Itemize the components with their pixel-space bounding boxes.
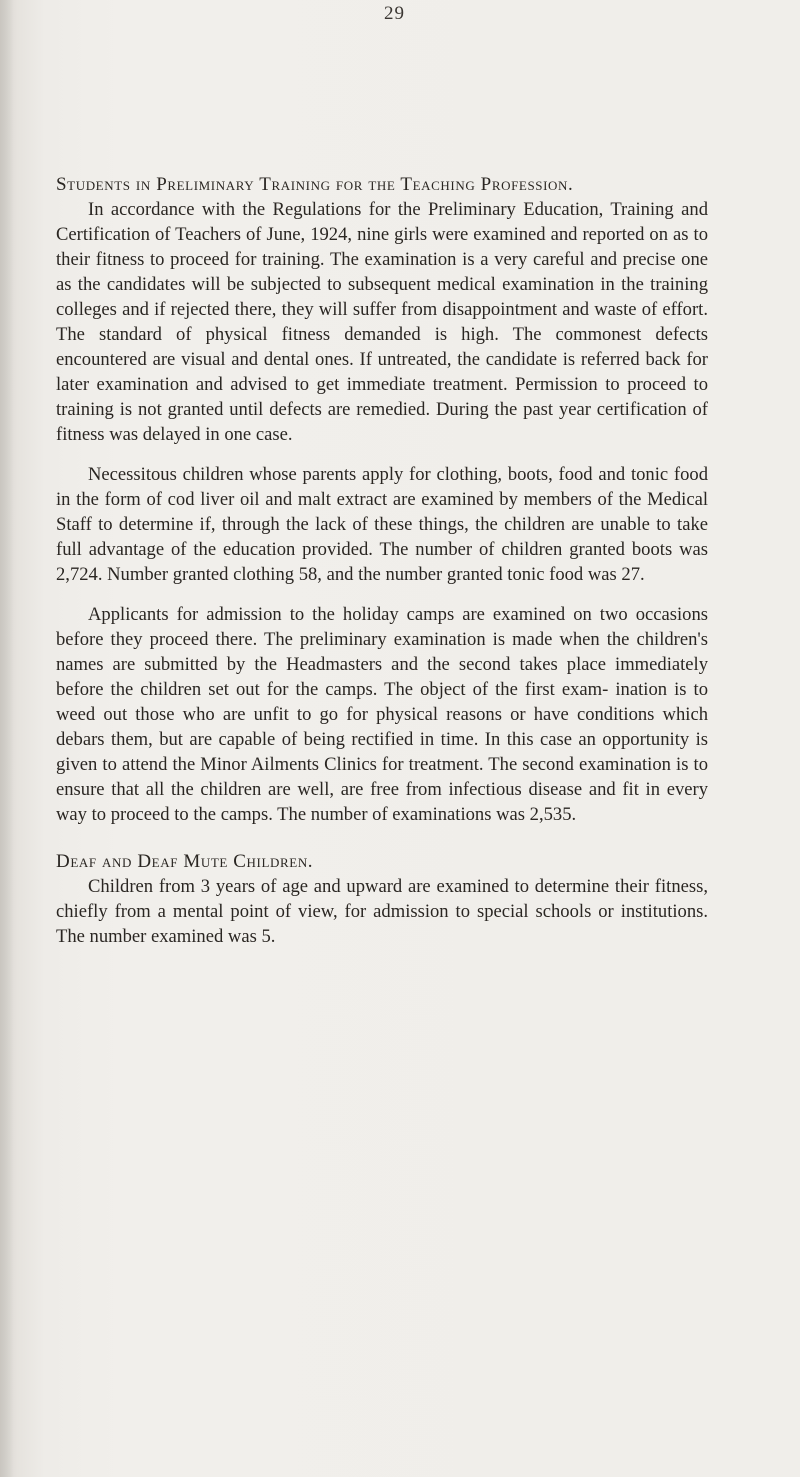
paragraph-holiday-camps: Applicants for admission to the holiday camps are examined on two occasions before they proceed there. The preliminary examination is made when the children's names are submitted by the Headmasters and the second takes place immediately before the children set out for the camps. The object of the first exam- ination is to weed out those who are unfit to go for physical reasons or have conditions which debars them, but are capable of being rectified in time. In this case an opportunity is given to attend the Minor Ailments Clinics for treatment. The second examination is to ensure that all the children are well, are free from infectious disease and fit in every way to proceed to the camps. The number of examinations was 2,535. (56, 604, 708, 825)
paragraph-necessitous-children: Necessitous children whose parents apply for clothing, boots, food and tonic food in the form of cod liver oil and malt extract are examined by members of the Medical Staff to determine if, through the lack of these things, the children are unable to take full advantage of the education provided. The number of children granted boots was 2,724. Number granted clothing 58, and the number granted tonic food was 27. (56, 464, 708, 585)
spine-shadow (0, 0, 14, 1477)
section-heading-deaf-children: Deaf and Deaf Mute Children. (56, 851, 314, 872)
section-heading-preliminary-training: Students in Preliminary Training for the Teaching Profession. (56, 174, 574, 195)
text-body (56, 55, 708, 949)
page-number: 29 (384, 3, 405, 24)
paragraph-teacher-certification: In accordance with the Regulations for the Preliminary Education, Training and Certification of Teachers of June, 1924, nine girls were examined and reported on as to their fitness to proceed for training. The examination is a very careful and precise one as the candidates will be subjected to subsequent medical examination in the training colleges and if rejected there, they will suffer from disappointment and waste of effort. The standard of physical fitness demanded is high. The commonest defects encountered are visual and dental ones. If untreated, the candidate is referred back for later examination and advised to get immediate treatment. Permission to proceed to training is not granted until defects are remedied. During the past year certification of fitness was delayed in one case. (56, 199, 708, 445)
paragraph-deaf-children: Children from 3 years of age and upward are examined to determine their fitness, chiefly from a mental point of view, for admission to special schools or institutions. The number examined was 5. (56, 876, 708, 947)
